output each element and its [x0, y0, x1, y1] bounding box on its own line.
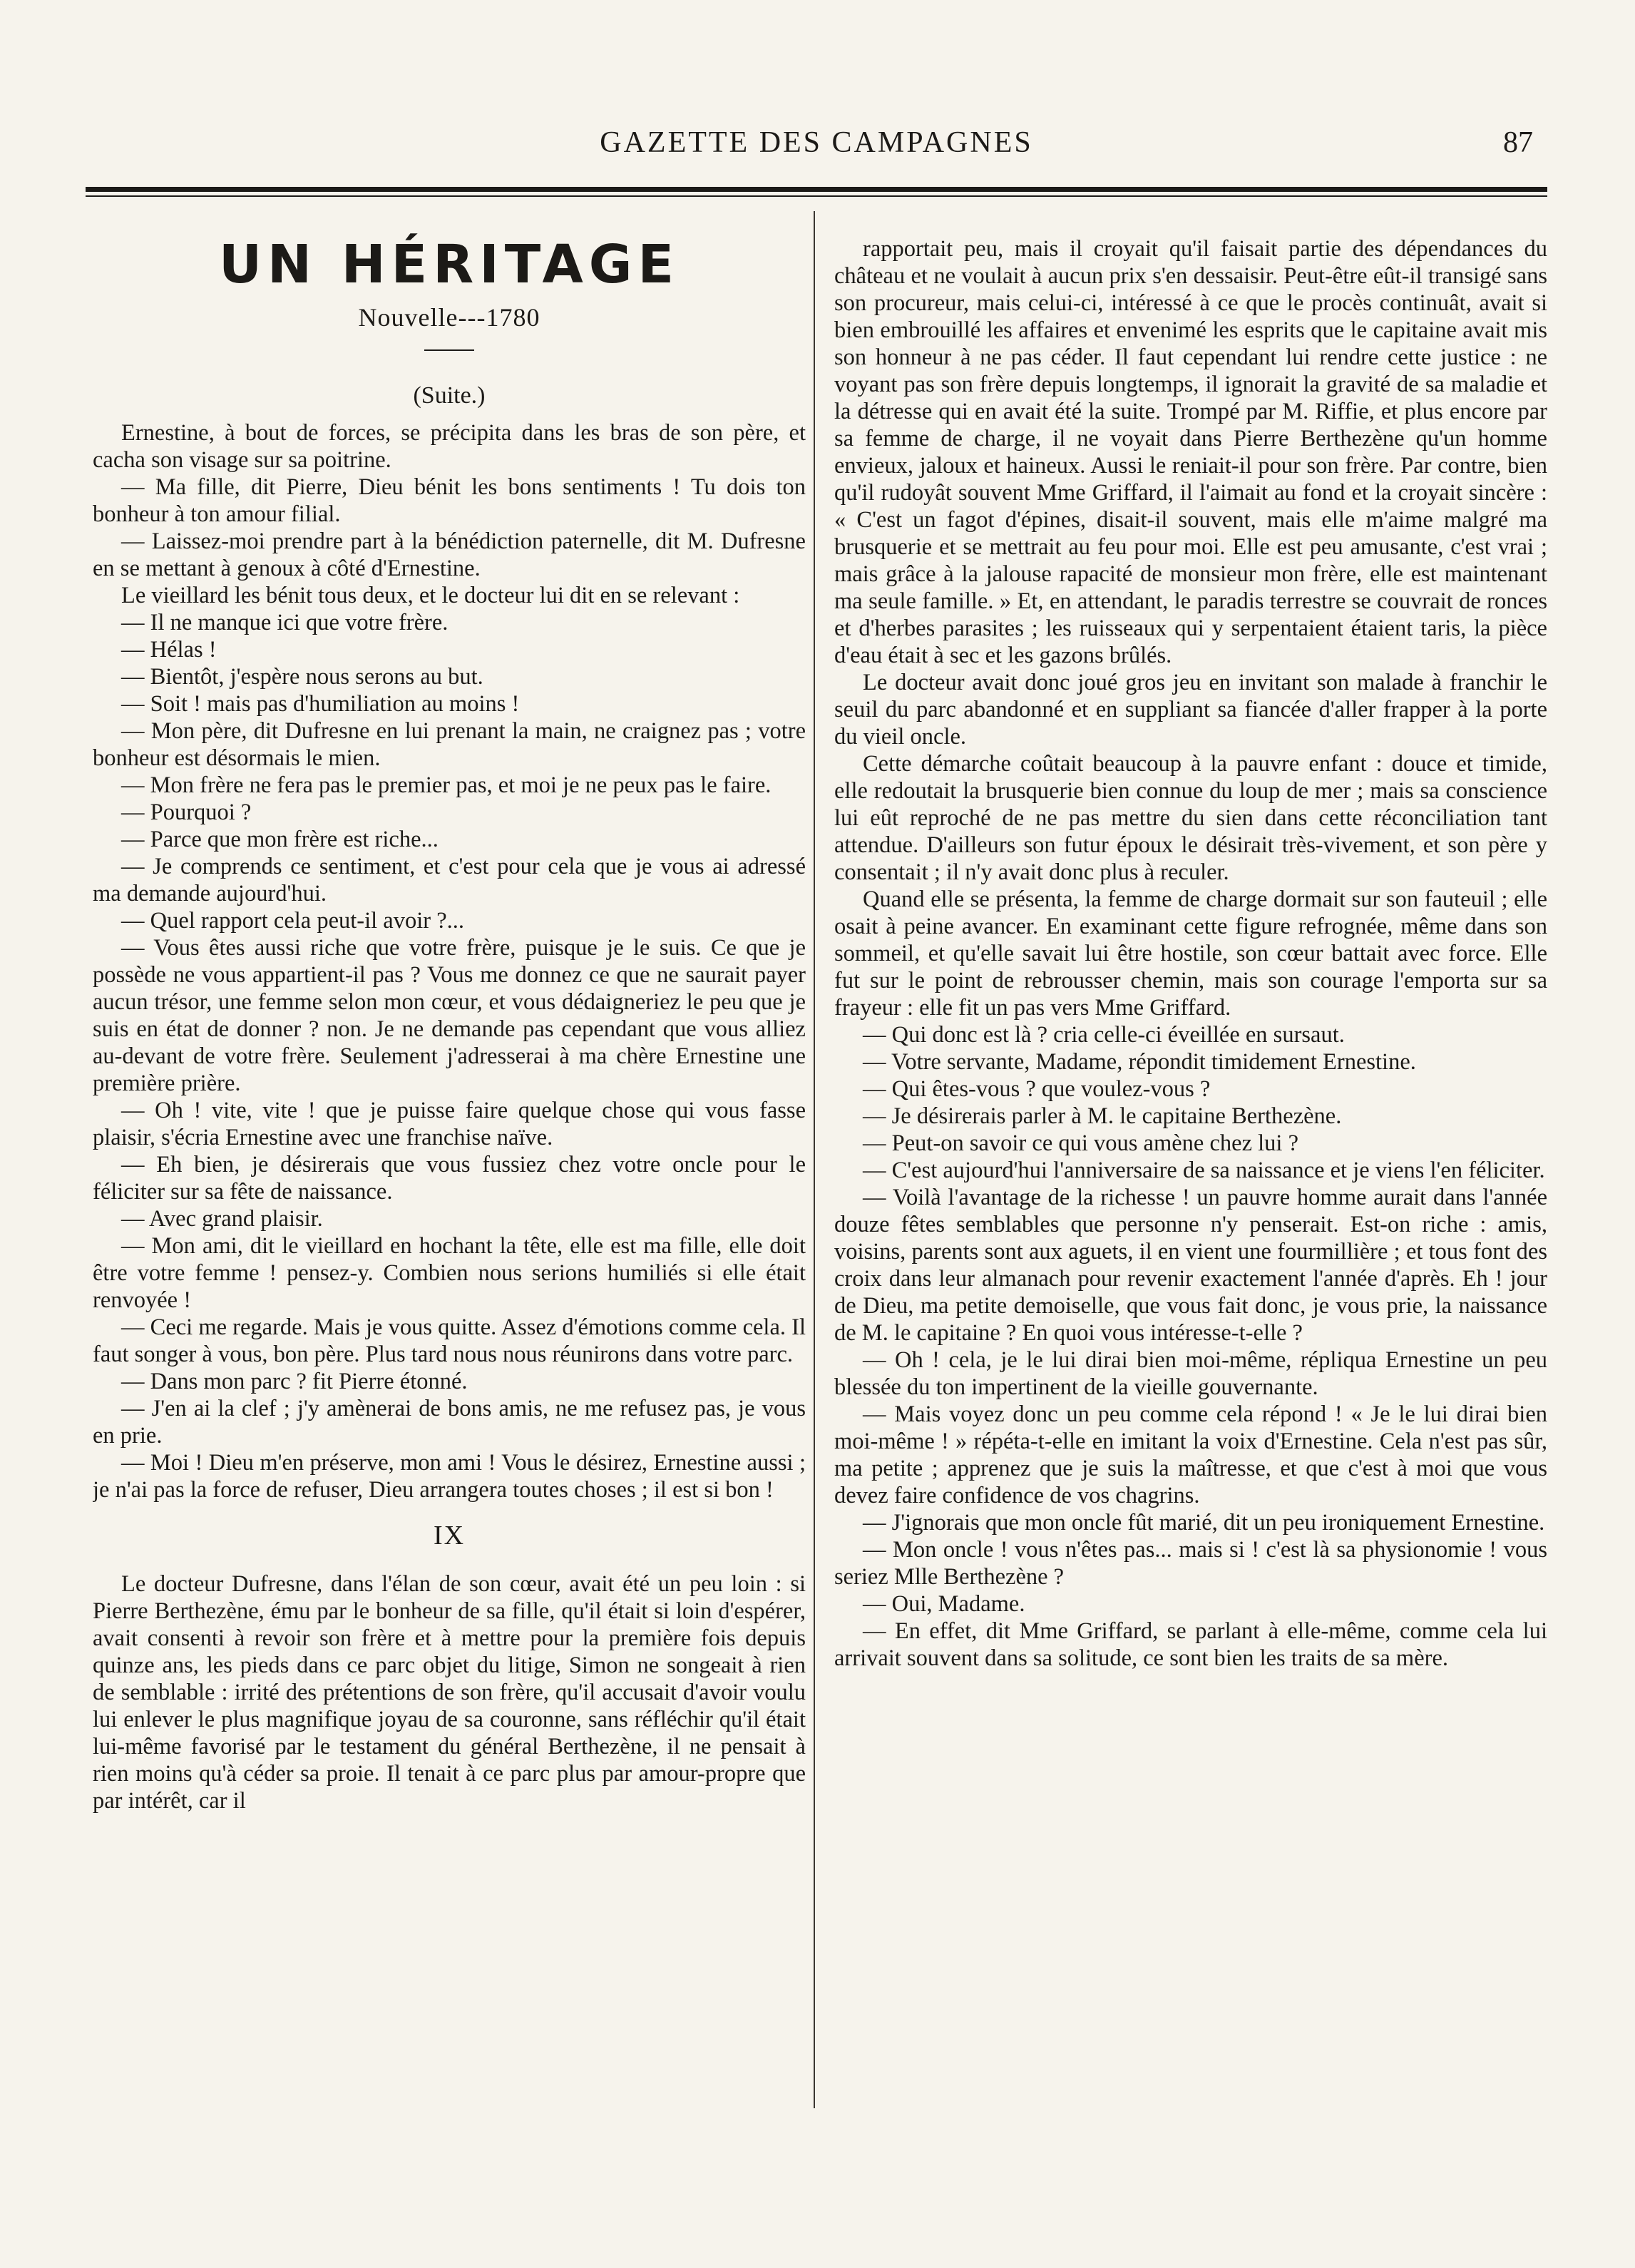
- paragraph: — Oh ! cela, je le lui dirai bien moi-même, répliqua Ernestine un peu blessée du ton impertinent de la vieille gouvernante.: [834, 1347, 1547, 1400]
- paragraph: — C'est aujourd'hui l'anniversaire de sa naissance et je viens l'en féliciter.: [863, 1158, 1545, 1183]
- paragraph: Le docteur avait donc joué gros jeu en invitant son malade à franchir le seuil du parc abandonné et en suppliant sa fiancée d'aller frapper à la porte du vieil oncle.: [834, 670, 1547, 750]
- column-divider: [814, 211, 815, 2108]
- paragraph: Cette démarche coûtait beaucoup à la pauvre enfant : douce et timide, elle redoutait la brusquerie bien connue du loup de mer ; mais sa conscience lui eût reproché de ne pas mettre du sien dans cette réconciliation tant attendue. D'ailleurs son futur époux le désirait très-vivement, et son père y consentait ; il n'y avait donc plus à reculer.: [834, 751, 1547, 885]
- continued-label: (Suite.): [413, 382, 486, 409]
- paragraph: Le docteur Dufresne, dans l'élan de son cœur, avait été un peu loin : si Pierre Berthezène, ému par le bonheur de sa fille, qu'il était si loin d'espérer, avait consenti à revoir son frère et à mettre pour la première fois depuis quinze ans, les pieds dans ce parc objet du litige, Simon ne songeait à rien de semblable : irrité des prétentions de son frère, qu'il accusait d'avoir voulu lui enlever le plus magnifique joyau de sa couronne, sans réfléchir qu'il était lui-même favorisé par le testament du général Berthezène, il ne pensait à rien moins qu'à céder sa proie. Il tenait à ce parc plus par amour-propre que par intérêt, car il: [93, 1571, 806, 1814]
- paragraph: — Mon oncle ! vous n'êtes pas... mais si ! c'est là sa physionomie ! vous seriez Mlle Berthezène ?: [834, 1537, 1547, 1590]
- page-number: 87: [1503, 126, 1533, 159]
- newspaper-title: GAZETTE DES CAMPAGNES: [600, 126, 1033, 159]
- paragraph: — Qui donc est là ? cria celle-ci éveillée en sursaut.: [863, 1022, 1345, 1048]
- paragraph: — En effet, dit Mme Griffard, se parlant à elle-même, comme cela lui arrivait souvent dans sa solitude, ce sont bien les traits de sa mère.: [834, 1618, 1547, 1671]
- paragraph: — Voilà l'avantage de la richesse ! un pauvre homme aurait dans l'année douze fêtes semblables que personne n'y penserait. Est-on riche : amis, voisins, parents sont aux aguets, il en vient une fourmillière ; et tous font des croix dans leur almanach pour revenir exactement l'année d'après. Eh ! jour de Dieu, ma petite demoiselle, que vous fait donc, je vous prie, la naissance de M. le capitaine ? En quoi vous intéresse-t-elle ?: [834, 1185, 1547, 1346]
- paragraph: — Je comprends ce sentiment, et c'est pour cela que je vous ai adressé ma demande aujourd'hui.: [93, 854, 806, 906]
- paragraph: — Moi ! Dieu m'en préserve, mon ami ! Vous le désirez, Ernestine aussi ; je n'ai pas la force de refuser, Dieu arrangera toutes choses ; il est si bon !: [93, 1450, 806, 1503]
- paragraph: — Bientôt, j'espère nous serons au but.: [121, 664, 483, 690]
- left-column: [93, 218, 806, 2101]
- paragraph: — Ceci me regarde. Mais je vous quitte. Assez d'émotions comme cela. Il faut songer à vous, bon père. Plus tard nous nous réunirons dans votre parc.: [93, 1314, 806, 1367]
- paragraph: — Mais voyez donc un peu comme cela répond ! « Je le lui dirai bien moi-même ! » répéta-t-elle en imitant la voix d'Ernestine. Cela n'est pas sûr, ma petite ; apprenez que je suis la maîtresse, et que c'est à moi que vous devez faire confidence de vos chagrins.: [834, 1401, 1547, 1508]
- header-rule-thin: [86, 195, 1547, 197]
- paragraph: — Soit ! mais pas d'humiliation au moins !: [121, 691, 520, 717]
- left-column-body: [93, 419, 806, 1503]
- paragraph: Le vieillard les bénit tous deux, et le docteur lui dit en se relevant :: [121, 583, 740, 608]
- paragraph: — Peut-on savoir ce qui vous amène chez lui ?: [863, 1130, 1298, 1156]
- paragraph: — J'en ai la clef ; j'y amènerai de bons amis, ne me refusez pas, je vous en prie.: [93, 1396, 806, 1449]
- paragraph: — Laissez-moi prendre part à la bénédiction paternelle, dit M. Dufresne en se mettant à genoux à côté d'Ernestine.: [93, 528, 806, 581]
- paragraph: — Dans mon parc ? fit Pierre étonné.: [121, 1369, 468, 1394]
- paragraph: — Qui êtes-vous ? que voulez-vous ?: [863, 1076, 1211, 1102]
- paragraph: Ernestine, à bout de forces, se précipita dans les bras de son père, et cacha son visage sur sa poitrine.: [93, 420, 806, 473]
- paragraph: — Je désirerais parler à M. le capitaine Berthezène.: [863, 1103, 1342, 1129]
- paragraph: — J'ignorais que mon oncle fût marié, dit un peu ironiquement Ernestine.: [863, 1510, 1545, 1536]
- page-header: [86, 126, 1547, 175]
- right-column: [834, 235, 1547, 2118]
- paragraph: — Parce que mon frère est riche...: [121, 827, 439, 852]
- title-separator: [424, 349, 474, 351]
- paragraph: — Ma fille, dit Pierre, Dieu bénit les bons sentiments ! Tu dois ton bonheur à ton amour filial.: [93, 474, 806, 527]
- paragraph: — Eh bien, je désirerais que vous fussiez chez votre oncle pour le féliciter sur sa fête de naissance.: [93, 1152, 806, 1205]
- chapter-body: [93, 1570, 806, 1814]
- paragraph: — Mon ami, dit le vieillard en hochant la tête, elle est ma fille, elle doit être votre femme ! pensez-y. Combien nous serions humiliés si elle était renvoyée !: [93, 1233, 806, 1313]
- right-column-body: [834, 235, 1547, 1672]
- paragraph: — Pourquoi ?: [121, 800, 252, 825]
- paragraph: — Votre servante, Madame, répondit timidement Ernestine.: [863, 1049, 1416, 1075]
- paragraph: — Hélas !: [121, 637, 217, 663]
- paragraph: rapportait peu, mais il croyait qu'il faisait partie des dépendances du château et ne voulait à aucun prix s'en dessaisir. Peut-être eût-il transigé sans son procureur, mais celui-ci, intéressé à ce que le procès continuât, avait si bien embrouillé les affaires et envenimé les esprits que le capitaine avait mis son honneur à ne pas céder. Il faut cependant lui rendre cette justice : ne voyant pas son frère depuis longtemps, il ignorait la gravité de sa maladie et la détresse qui en avait été la suite. Trompé par M. Riffie, et plus encore par sa femme de charge, il ne voyait dans Pierre Berthezène qu'un homme envieux, jaloux et haineux. Aussi le reniait-il pour son frère. Par contre, bien qu'il rudoyât souvent Mme Griffard, il l'aimait au fond et la croyait sincère : « C'est un fagot d'épines, disait-il souvent, mais elle m'aime malgré ma brusquerie et se mettrait au feu pour moi. Elle est peu amusante, c'est vrai ; mais grâce à la jalouse rapacité de monsieur mon frère, elle est maintenant ma seule famille. » Et, en attendant, le paradis terrestre se couvrait de ronces et d'herbes parasites ; les ruisseaux qui y serpentaient étaient taris, la pièce d'eau était à sec et les gazons brûlés.: [834, 236, 1547, 668]
- paragraph: — Oh ! vite, vite ! que je puisse faire quelque chose qui vous fasse plaisir, s'écria Ernestine avec une franchise naïve.: [93, 1098, 806, 1150]
- paragraph: — Oui, Madame.: [863, 1591, 1025, 1617]
- paragraph: Quand elle se présenta, la femme de charge dormait sur son fauteuil ; elle osait à peine avancer. En examinant cette figure refrognée, même dans son sommeil, et qu'elle savait lui être hostile, son cœur battait avec force. Elle fut sur le point de rebrousser chemin, mais son courage l'emporta sur sa frayeur : elle fit un pas vers Mme Griffard.: [834, 887, 1547, 1021]
- paragraph: — Quel rapport cela peut-il avoir ?...: [121, 908, 464, 934]
- paragraph: — Mon père, dit Dufresne en lui prenant la main, ne craignez pas ; votre bonheur est désormais le mien.: [93, 718, 806, 771]
- story-title: UN HÉRITAGE: [218, 234, 680, 295]
- chapter-heading: IX: [433, 1521, 466, 1551]
- header-rule-thick: [86, 187, 1547, 192]
- paragraph: — Vous êtes aussi riche que votre frère, puisque je le suis. Ce que je possède ne vous appartient-il pas ? Vous me donnez ce que ne saurait payer aucun trésor, une femme selon mon cœur, et vous dédaigneriez le peu que je suis en état de donner ? non. Je ne demande pas cependant que vous alliez au-devant de votre frère. Seulement j'adresserai à ma chère Ernestine une première prière.: [93, 935, 806, 1096]
- paragraph: — Avec grand plaisir.: [121, 1206, 323, 1232]
- paragraph: — Mon frère ne fera pas le premier pas, et moi je ne peux pas le faire.: [121, 772, 772, 798]
- story-subtitle: Nouvelle---1780: [358, 303, 540, 332]
- paragraph: — Il ne manque ici que votre frère.: [121, 610, 449, 635]
